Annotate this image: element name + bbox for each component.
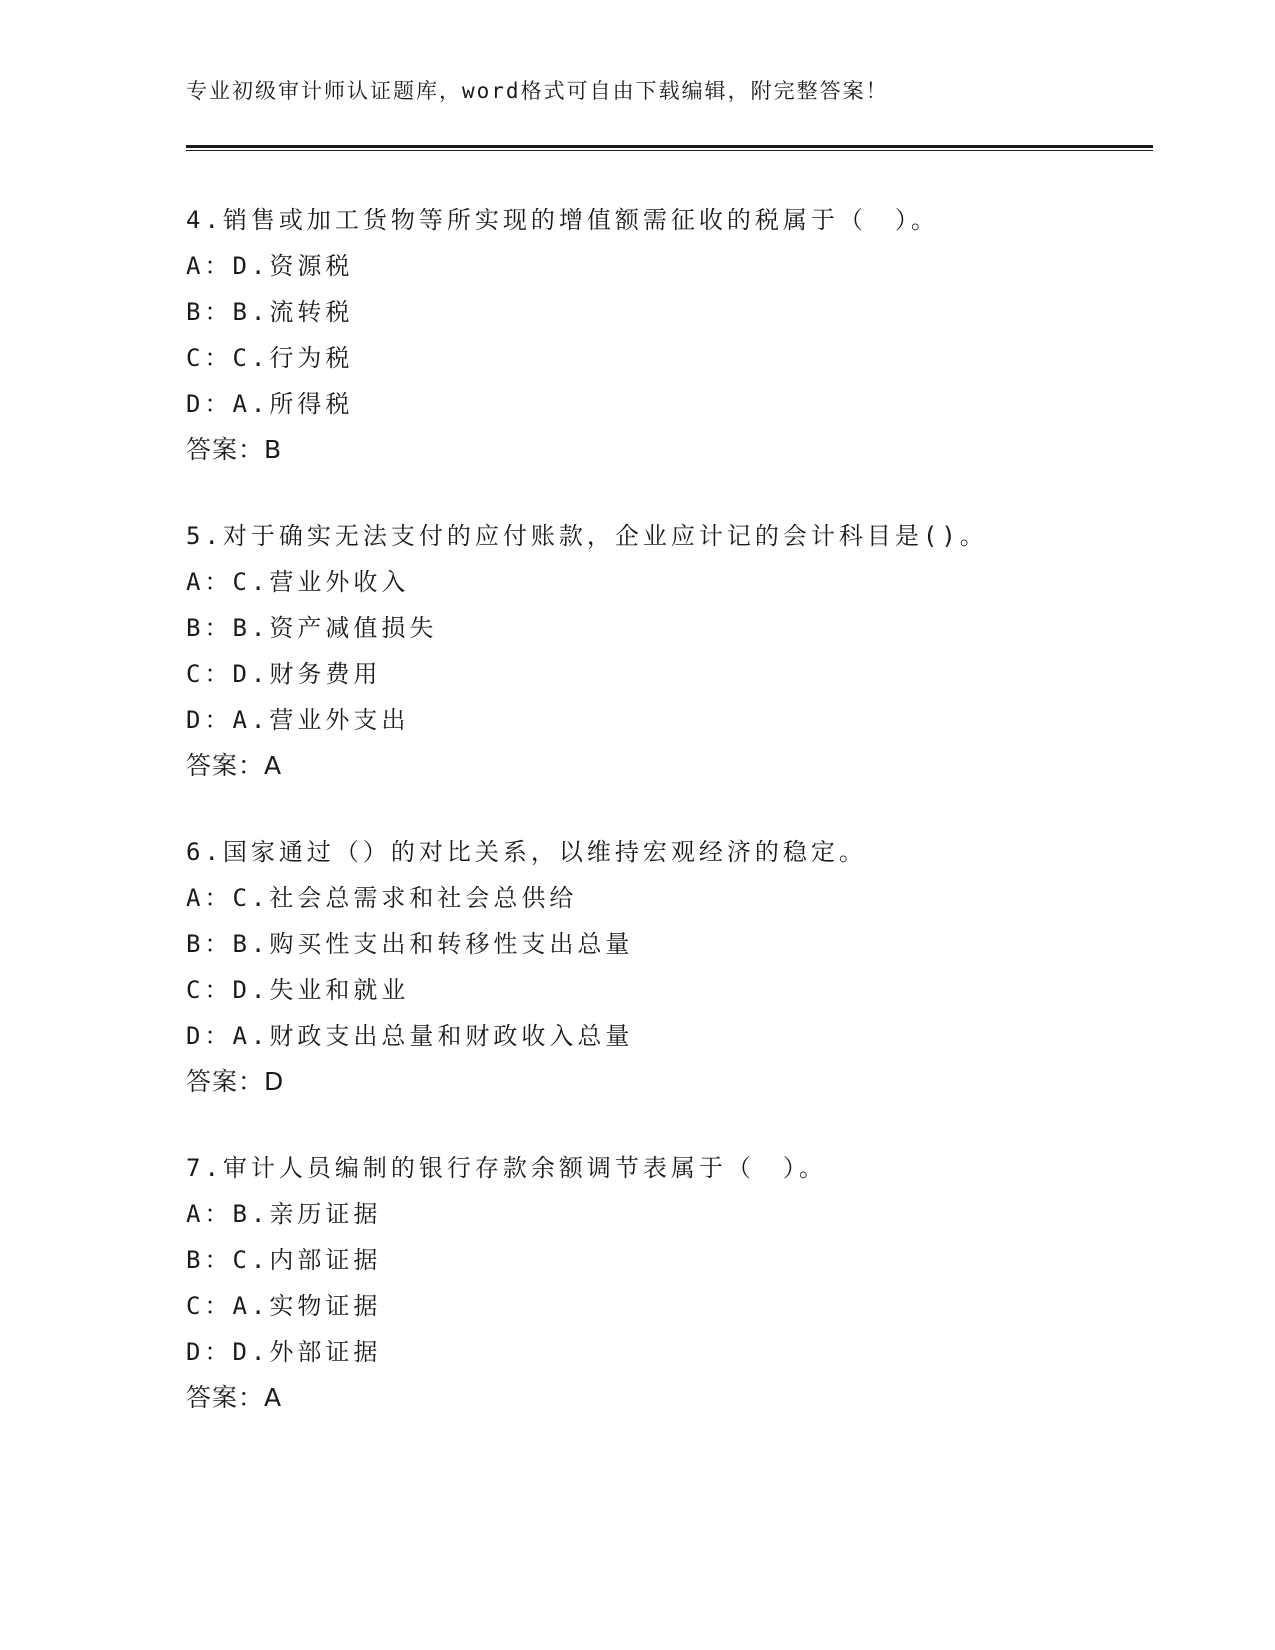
option-text: D.失业和就业 — [232, 976, 410, 1004]
option-text: B.购买性支出和转移性支出总量 — [232, 930, 634, 958]
option-text: D.财务费用 — [232, 660, 382, 688]
question-option — [186, 967, 1186, 1013]
option-key: D： — [186, 1022, 233, 1050]
header-rule-thick — [186, 145, 1153, 148]
option-text: B.资产减值损失 — [232, 614, 438, 642]
question-option — [186, 289, 1186, 335]
question-option — [186, 875, 1186, 921]
option-key: B： — [186, 1246, 233, 1274]
option-key: A： — [186, 252, 233, 280]
question-block — [186, 829, 1186, 1105]
option-key: C： — [186, 660, 233, 688]
question-option — [186, 335, 1186, 381]
answer-line: 答案：A — [186, 751, 283, 780]
option-text: B.亲历证据 — [232, 1200, 382, 1228]
option-text: C.营业外收入 — [232, 568, 410, 596]
option-key: D： — [186, 706, 233, 734]
option-key: A： — [186, 568, 233, 596]
option-key: C： — [186, 976, 233, 1004]
question-option — [186, 1191, 1186, 1237]
option-text: A.所得税 — [232, 390, 354, 418]
question-stem: 7.审计人员编制的银行存款余额调节表属于（ ）。 — [186, 1154, 827, 1182]
option-key: B： — [186, 614, 233, 642]
question-option — [186, 243, 1186, 289]
option-key: A： — [186, 884, 233, 912]
question-stem: 5.对于确实无法支付的应付账款，企业应计记的会计科目是()。 — [186, 522, 988, 550]
option-key: C： — [186, 344, 233, 372]
option-key: B： — [186, 930, 233, 958]
option-text: C.内部证据 — [232, 1246, 382, 1274]
answer-line: 答案：A — [186, 1383, 283, 1412]
question-option — [186, 697, 1186, 743]
question-option — [186, 921, 1186, 967]
question-option — [186, 1283, 1186, 1329]
option-text: C.社会总需求和社会总供给 — [232, 884, 578, 912]
question-stem: 6.国家通过（）的对比关系，以维持宏观经济的稳定。 — [186, 838, 867, 866]
option-text: C.行为税 — [232, 344, 354, 372]
question-option — [186, 651, 1186, 697]
question-option — [186, 1013, 1186, 1059]
question-option — [186, 1329, 1186, 1375]
option-key: A： — [186, 1200, 233, 1228]
question-option — [186, 1237, 1186, 1283]
question-option — [186, 381, 1186, 427]
question-stem: 4.销售或加工货物等所实现的增值额需征收的税属于（ ）。 — [186, 206, 939, 234]
question-option — [186, 559, 1186, 605]
answer-line: 答案：B — [186, 435, 283, 464]
answer-line: 答案：D — [186, 1067, 285, 1096]
option-key: C： — [186, 1292, 233, 1320]
option-text: A.实物证据 — [232, 1292, 382, 1320]
question-block — [186, 197, 1186, 473]
header-rule-thin — [186, 150, 1153, 151]
option-text: A.财政支出总量和财政收入总量 — [232, 1022, 634, 1050]
question-option — [186, 605, 1186, 651]
option-text: A.营业外支出 — [232, 706, 410, 734]
option-key: B： — [186, 298, 233, 326]
question-block — [186, 513, 1186, 789]
page-header: 专业初级审计师认证题库，word格式可自由下载编辑，附完整答案！ — [186, 79, 889, 103]
option-key: D： — [186, 1338, 233, 1366]
option-key: D： — [186, 390, 233, 418]
option-text: D.外部证据 — [232, 1338, 382, 1366]
option-text: B.流转税 — [232, 298, 354, 326]
question-block — [186, 1145, 1186, 1421]
option-text: D.资源税 — [232, 252, 354, 280]
